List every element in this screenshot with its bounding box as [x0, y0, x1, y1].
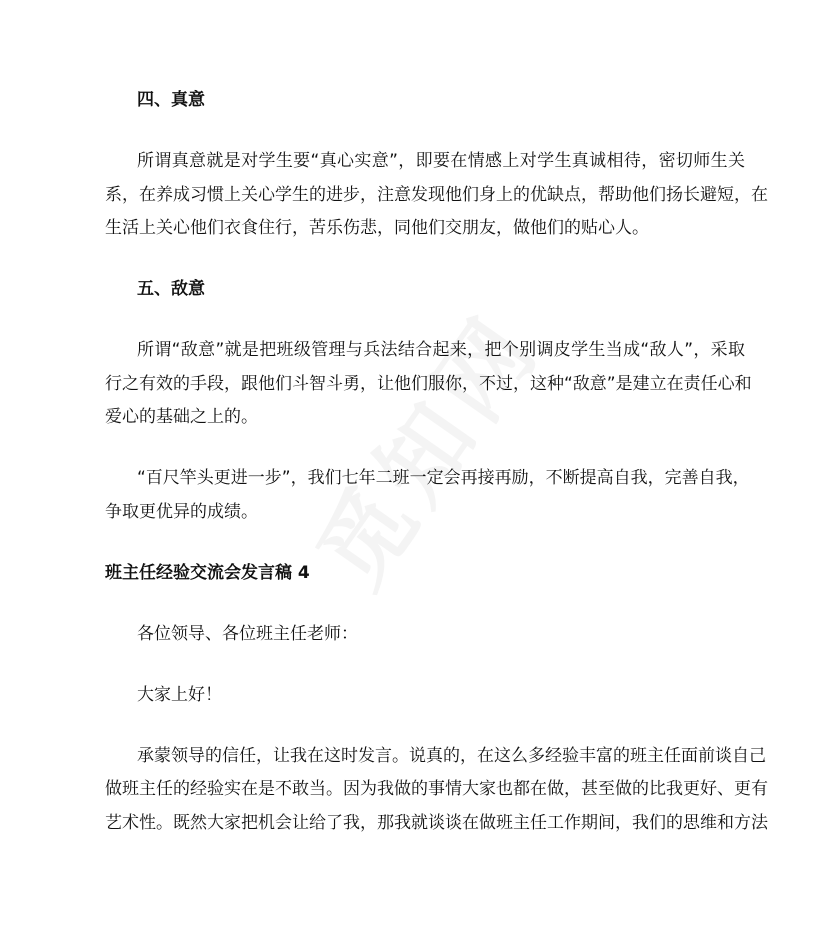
- paragraph-line: 所谓“敌意”就是把班级管理与兵法结合起来，把个别调皮学生当成“敌人”，采取: [137, 340, 745, 360]
- paragraph-line: 系，在养成习惯上关心学生的进步，注意发现他们身上的优缺点，帮助他们扬长避短，在: [105, 185, 768, 205]
- paragraph-line: 艺术性。既然大家把机会让给了我，那我就谈谈在做班主任工作期间，我们的思维和方法: [105, 813, 768, 833]
- paragraph-line: 大家上好！: [137, 685, 222, 705]
- paragraph-line: 爱心的基础之上的。: [105, 407, 258, 427]
- paragraph-line: 争取更优异的成绩。: [105, 502, 258, 522]
- paragraph-line: 做班主任的经验实在是不敢当。因为我做的事情大家也都在做，甚至做的比我更好、更有: [105, 779, 768, 799]
- section-heading: 四、真意: [137, 90, 205, 110]
- paragraph-line: 所谓真意就是对学生要“真心实意”，即要在情感上对学生真诚相待，密切师生关: [137, 151, 745, 171]
- paragraph-line: “百尺竿头更进一步”，我们七年二班一定会再接再励，不断提高自我，完善自我，: [137, 468, 750, 488]
- paragraph-line: 行之有效的手段，跟他们斗智斗勇，让他们服你，不过，这种“敌意”是建立在责任心和: [105, 374, 752, 394]
- watermark: [281, 283, 565, 609]
- paragraph-line: 各位领导、各位班主任老师：: [137, 624, 358, 644]
- section-heading: 五、敌意: [137, 279, 205, 299]
- paragraph-line: 承蒙领导的信任，让我在这时发言。说真的，在这么多经验丰富的班主任面前谈自己: [137, 746, 766, 766]
- paragraph-line: 生活上关心他们衣食住行，苦乐伤悲，同他们交朋友，做他们的贴心人。: [105, 218, 649, 238]
- section-heading: 班主任经验交流会发言稿 4: [105, 563, 310, 583]
